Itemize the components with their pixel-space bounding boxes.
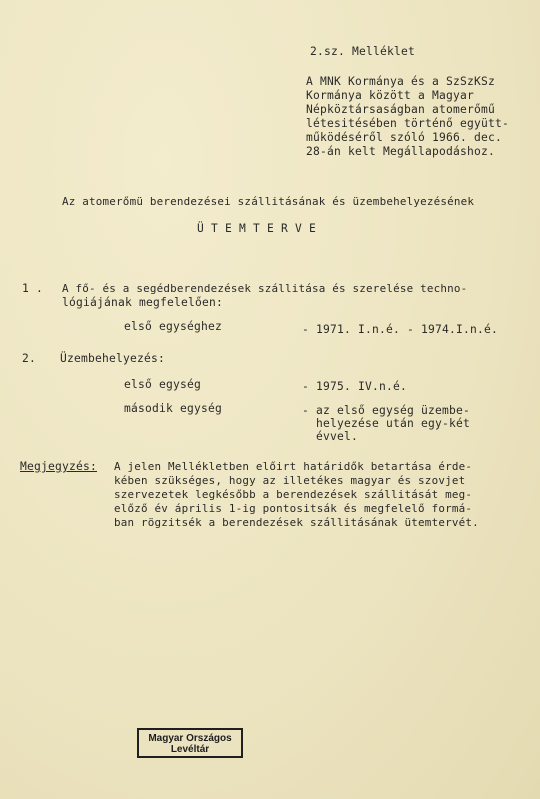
note-line: ban rögzitsék a berendezések szállitásának ütemtervét.: [114, 516, 479, 529]
annex-line: Kormánya között a Magyar: [306, 89, 475, 102]
item-value: - 1975. IV.n.é.: [302, 380, 408, 393]
section-number: 2.: [22, 352, 37, 365]
annex-line: 28-án kelt Megállapodáshoz.: [306, 145, 496, 158]
item-value: - az első egység üzembe-: [302, 404, 471, 417]
section-text: A fő- és a segédberendezések szállitása és szerelése techno-: [62, 282, 468, 295]
annex-line: Népköztársaságban atomerőmű: [306, 103, 496, 116]
annex-number: 2.sz. Melléklet: [310, 45, 416, 58]
section-number: 1 .: [22, 282, 44, 295]
item-label: első egységhez: [124, 320, 223, 333]
stamp-line: Levéltár: [170, 744, 210, 755]
note-line: kében szükséges, hogy az illetékes magyar és szovjet: [114, 474, 466, 487]
item-value: évvel.: [302, 430, 359, 443]
archive-stamp: [137, 728, 243, 758]
stamp-line: Magyar Országos: [148, 733, 232, 744]
document-title: Az atomerőmü berendezései szállitásának és üzembehelyezésének: [62, 195, 475, 208]
item-label: első egység: [124, 378, 202, 391]
note-label: Megjegyzés:: [20, 460, 98, 473]
annex-line: A MNK Kormánya és a SzSzKSz: [306, 75, 496, 88]
note-line: előző év április 1-ig pontositsák és megfelelő formá-: [114, 502, 473, 515]
section-text: lógiájának megfelelően:: [62, 296, 224, 309]
section-heading: Üzembehelyezés:: [60, 352, 166, 365]
annex-line: működéséről szóló 1966. dec.: [306, 131, 503, 144]
note-line: szervezetek legkésőbb a berendezések szállitását meg-: [114, 488, 473, 501]
item-value: - 1971. I.n.é. - 1974.I.n.é.: [302, 323, 499, 336]
note-line: A jelen Mellékletben előirt határidők betartása érde-: [114, 460, 473, 473]
item-label: második egység: [124, 402, 223, 415]
item-value: helyezése után egy-két: [302, 417, 471, 430]
annex-line: létesitésében történő együtt-: [306, 117, 510, 130]
document-subtitle: Ü T E M T E R V E: [197, 222, 317, 235]
